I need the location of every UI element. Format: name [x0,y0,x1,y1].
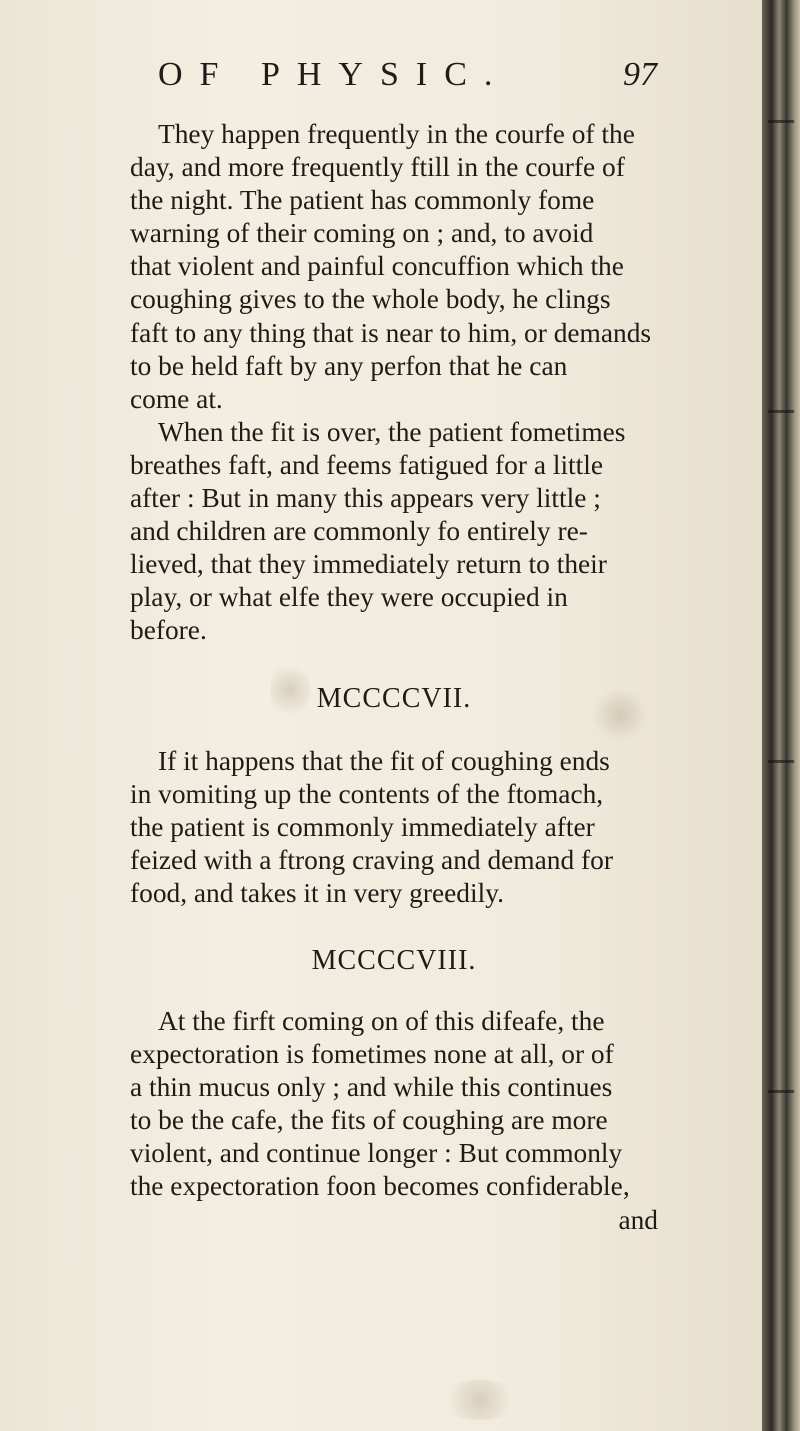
section-heading-mccccviii: MCCCCVIII. [311,944,477,976]
spine-band [768,1090,794,1093]
text-line: come at. [130,383,223,414]
ink-smudge [440,1380,520,1420]
text-line: to be the cafe, the fits of coughing are more [130,1105,608,1136]
text-line: lieved, that they immediately return to their [130,549,607,580]
text-line: violent, and continue longer : But commonly [130,1138,623,1169]
text-line: If it happens that the fit of coughing ends [158,745,610,776]
book-spine-edge [762,0,800,1431]
text-line: When the fit is over, the patient fometimes [158,416,626,447]
text-line: expectoration is fometimes none at all, or of [130,1039,614,1070]
text-line: At the firft coming on of this difeafe, the [158,1005,605,1036]
text-line: breathes faft, and feems fatigued for a little [130,449,604,480]
text-line: They happen frequently in the courfe of the [158,119,635,149]
paragraph-1 [130,118,658,416]
spine-band [768,120,794,123]
text-line: play, or what elfe they were occupied in [130,582,568,613]
page-header [158,48,678,104]
text-line: that violent and painful concuffion which the [130,251,624,282]
spine-band [768,760,794,763]
text-line: food, and takes it in very greedily. [130,877,504,908]
paragraph-3 [130,745,658,910]
text-line: day, and more frequently ftill in the courfe of [130,152,625,183]
text-line: coughing gives to the whole body, he clings [130,284,611,315]
text-line: the night. The patient has commonly fome [130,185,595,216]
text-line: the expectoration foon becomes confiderable, [130,1171,630,1202]
text-line: before. [130,615,207,646]
page-number: 97 [623,56,657,93]
running-head: OF PHYSIC. [158,56,510,93]
section-heading-mccccvii: MCCCCVII. [316,682,472,714]
text-line: in vomiting up the contents of the ftomach, [130,778,604,809]
text-line: a thin mucus only ; and while this continues [130,1072,613,1103]
catchword: and [618,1204,658,1235]
body-text [130,118,658,1237]
paragraph-2 [130,416,658,648]
text-line: faft to any thing that is near to him, or demands [130,317,652,348]
text-line: and children are commonly fo entirely re- [130,516,588,547]
spine-band [768,410,794,413]
text-line: to be held faft by any perfon that he can [130,350,568,381]
paragraph-4 [130,1005,658,1204]
ink-smudge [270,660,310,720]
text-line: feized with a ftrong craving and demand for [130,844,613,875]
text-line: warning of their coming on ; and, to avoid [130,218,594,249]
text-line: after : But in many this appears very little ; [130,483,601,514]
ink-smudge [590,690,650,740]
text-line: the patient is commonly immediately after [130,811,595,842]
